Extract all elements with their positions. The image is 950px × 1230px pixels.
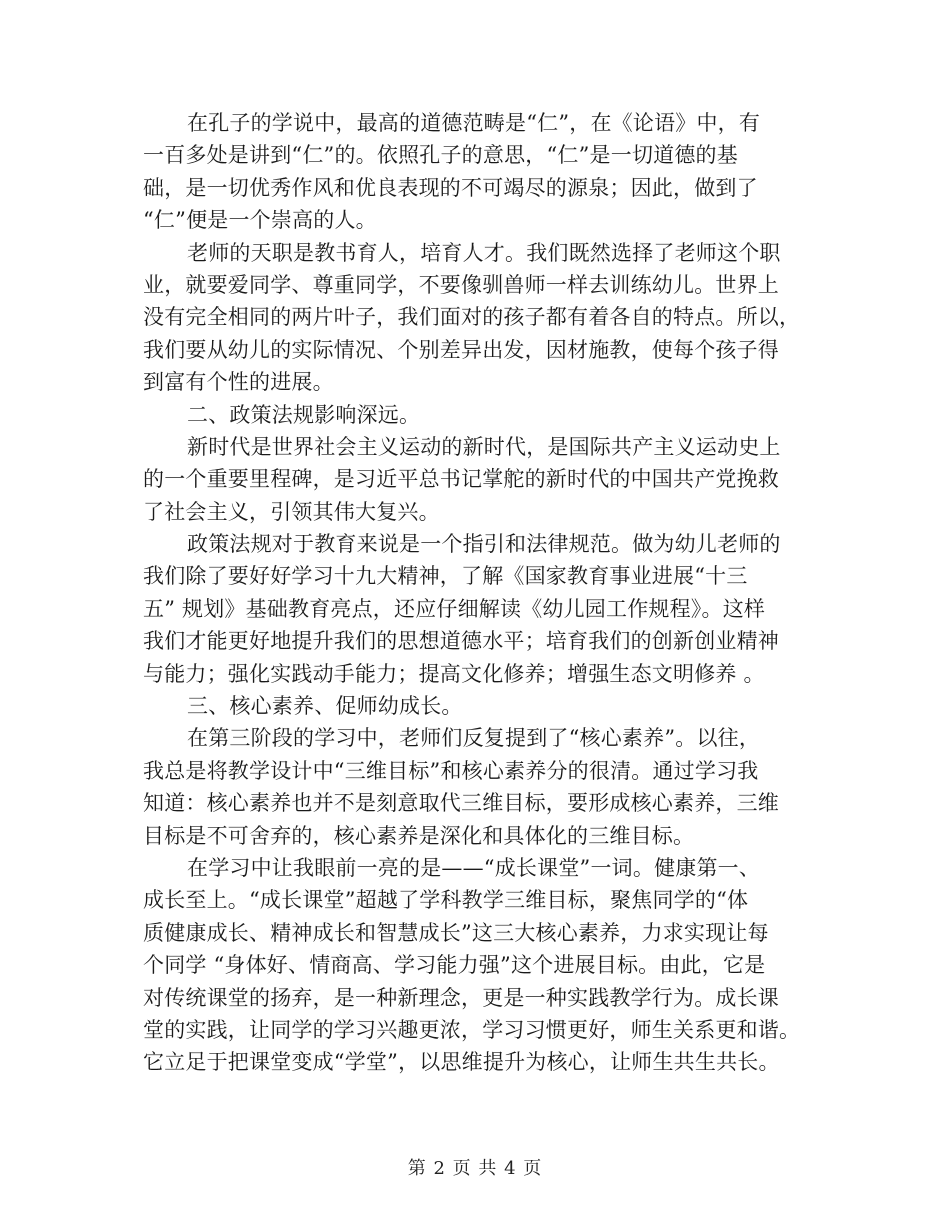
text-line: 在学习中让我眼前一亮的是——“成长课堂”一词。健康第一、: [187, 855, 761, 880]
text-line: 我们才能更好地提升我们的思想道德水平；培育我们的创新创业精神: [143, 629, 779, 654]
text-line: 在孔子的学说中，最高的道德范畴是“仁”，在《论语》中，有: [187, 111, 761, 135]
text-line: 知道：核心素养也并不是刻意取代三维目标，要形成核心素养，三维: [143, 791, 779, 816]
text-line: 与能力；强化实践动手能力；提高文化修养；增强生态文明修养 。: [143, 661, 765, 686]
document-body: [143, 107, 823, 1079]
text-line: 个同学 “身体好、情商高、学习能力强”这个进展目标。由此，它是: [143, 953, 766, 978]
text-line: 我们除了要好好学习十九大精神，了解《国家教育事业进展“十三: [143, 564, 748, 589]
text-line: 一百多处是讲到“仁”的。依照孔子的意思，“仁”是一切道德的基: [143, 143, 738, 168]
text-line: 五” 规划》基础教育亮点，还应仔细解读《幼儿园工作规程》。这样: [143, 596, 766, 621]
text-line: 对传统课堂的扬弃，是一种新理念，更是一种实践教学行为。成长课: [143, 985, 779, 1010]
text-line: 础，是一切优秀作风和优良表现的不可竭尽的源泉；因此，做到了: [143, 175, 758, 200]
text-line: 新时代是世界社会主义运动的新时代，是国际共产主义运动史上: [187, 434, 781, 459]
page-number-footer: 第 2 页 共 4 页: [407, 1158, 543, 1179]
text-line: 成长至上。“成长课堂”超越了学科教学三维目标，聚焦同学的“体: [143, 888, 749, 913]
text-line: 没有完全相同的两片叶子，我们面对的孩子都有着各自的特点。所以，: [143, 305, 801, 330]
text-line: 它立足于把课堂变成“学堂”，以思维提升为核心，让师生共生共长。: [143, 1050, 780, 1075]
text-line: 二、政策法规影响深远。: [187, 402, 421, 427]
text-line: 目标是不可舍弃的，核心素养是深化和具体化的三维目标。: [143, 823, 695, 848]
text-line: 业，就要爱同学、尊重同学，不要像驯兽师一样去训练幼儿。世界上: [143, 272, 779, 297]
text-line: “仁”便是一个崇高的人。: [143, 208, 377, 233]
text-line: 的一个重要里程碑，是习近平总书记掌舵的新时代的中国共产党挽救: [143, 467, 779, 492]
text-line: 堂的实践，让同学的学习兴趣更浓，学习习惯更好，师生关系更和谐。: [143, 1017, 801, 1042]
text-line: 在第三阶段的学习中，老师们反复提到了“核心素养”。以往，: [187, 726, 761, 751]
text-line: 政策法规对于教育来说是一个指引和法律规范。做为幼儿老师的: [187, 532, 781, 557]
text-line: 我们要从幼儿的实际情况、个别差异出发，因材施教，使每个孩子得: [143, 337, 779, 362]
text-line: 我总是将教学设计中“三维目标”和核心素养分的很清。通过学习我: [143, 758, 759, 783]
text-line: 了社会主义，引领其伟大复兴。: [143, 499, 440, 524]
text-line: 质健康成长、精神成长和智慧成长”这三大核心素养，力求实现让每: [143, 920, 769, 945]
text-line: 三、核心素养、促师幼成长。: [187, 694, 463, 719]
text-line: 到富有个性的进展。: [143, 370, 334, 395]
text-line: 老师的天职是教书育人，培育人才。我们既然选择了老师这个职: [187, 240, 781, 265]
